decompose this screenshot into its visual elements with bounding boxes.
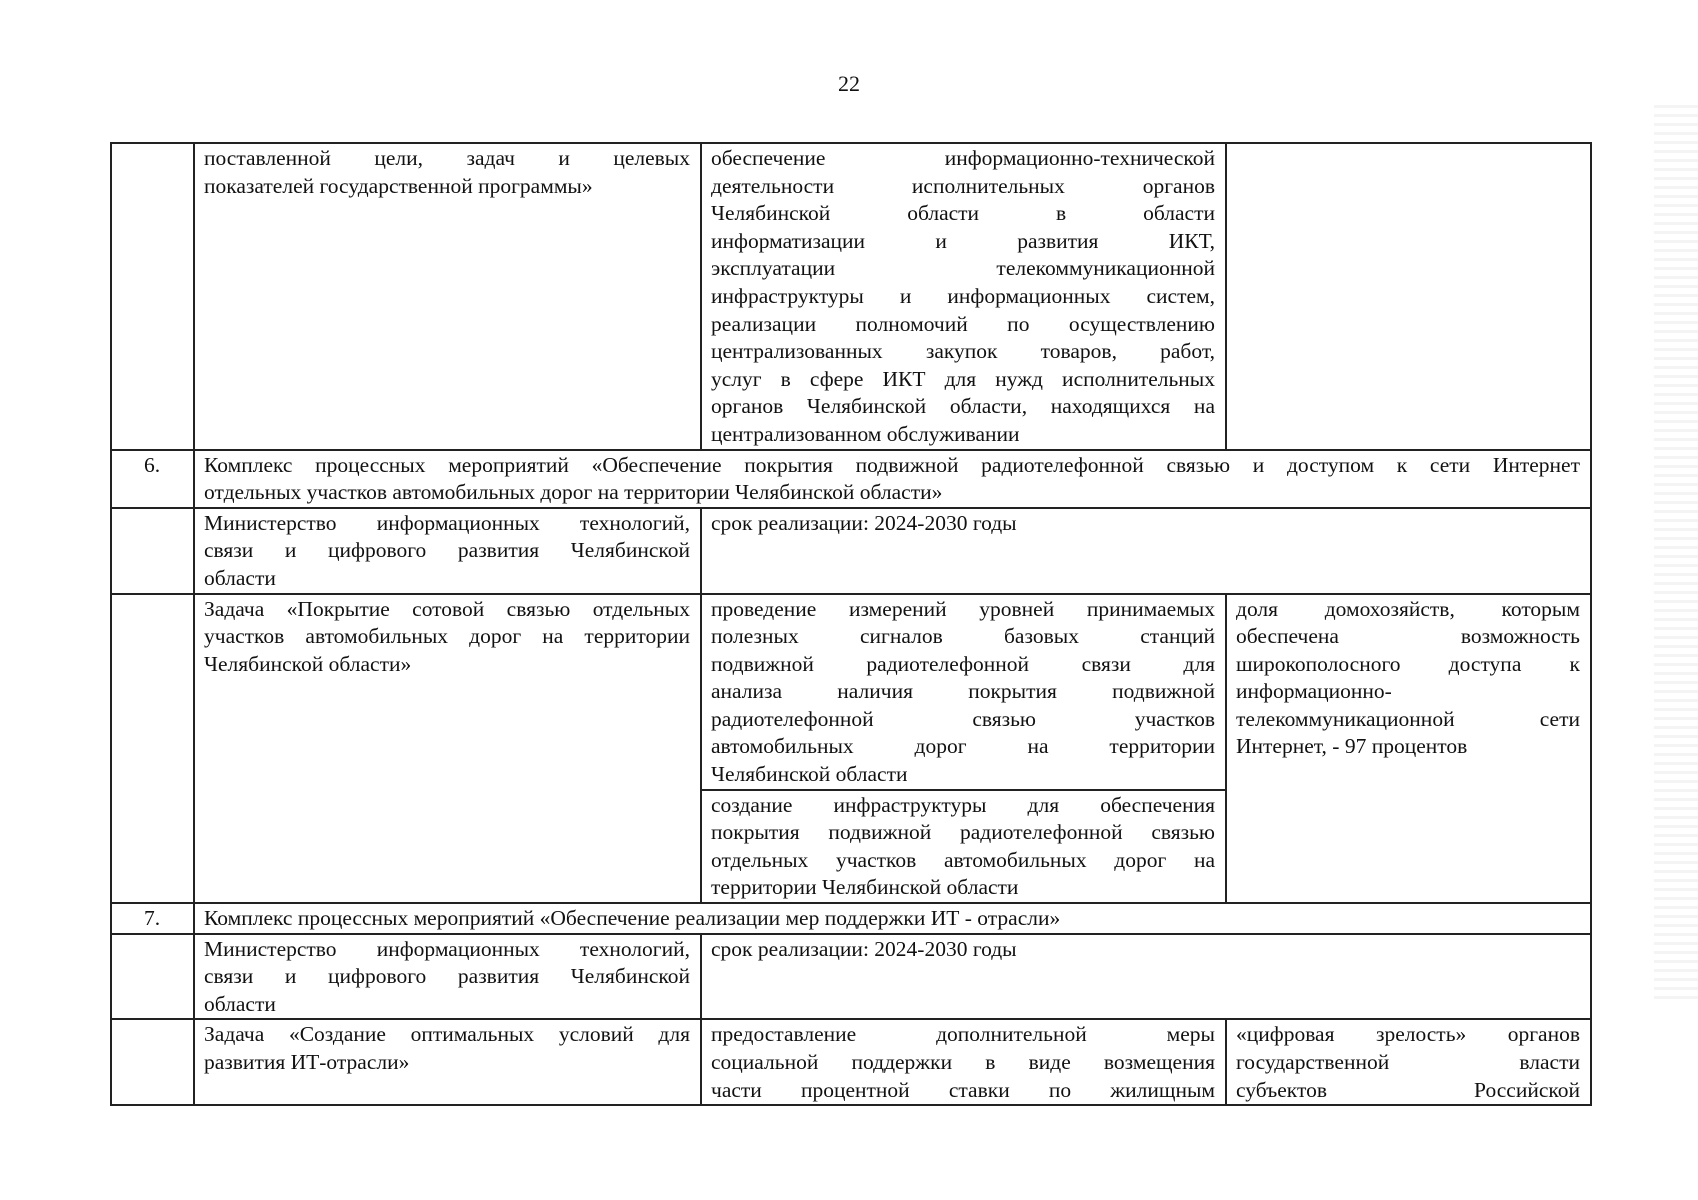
indicator-cell bbox=[1226, 143, 1591, 450]
scan-edge-noise bbox=[1654, 105, 1698, 1005]
table-row bbox=[111, 143, 1591, 450]
text-line: полезных сигналов базовых станций bbox=[711, 624, 1215, 649]
row-number-cell bbox=[111, 508, 194, 594]
text-line: доля домохозяйств, которым bbox=[1236, 596, 1580, 621]
indicator-cell bbox=[1226, 594, 1591, 904]
text-line: информатизации и развития ИКТ, bbox=[711, 228, 1215, 253]
text-line: Задача «Покрытие сотовой связью отдельных bbox=[204, 596, 690, 621]
responsible-cell bbox=[194, 934, 701, 1020]
text-line: срок реализации: 2024-2030 годы bbox=[711, 510, 1017, 535]
page-number: 22 bbox=[838, 71, 860, 96]
text-line: обеспечение информационно-технической bbox=[711, 146, 1215, 170]
table-row bbox=[111, 903, 1591, 934]
text-line: централизованном обслуживании bbox=[711, 421, 1020, 446]
text-line: эксплуатации телекоммуникационной bbox=[711, 256, 1215, 281]
text-line: развития ИТ-отрасли» bbox=[204, 1050, 410, 1074]
text-line: анализа наличия покрытия подвижной bbox=[711, 679, 1215, 704]
row-number-cell: 7. bbox=[111, 903, 194, 934]
text-line: подвижной радиотелефонной связи для bbox=[711, 651, 1215, 676]
row-number-cell bbox=[111, 1019, 194, 1105]
row-number-cell: 6. bbox=[111, 450, 194, 508]
table-row bbox=[111, 934, 1591, 1020]
text-line: поставленной цели, задач и целевых bbox=[204, 146, 690, 170]
text-line: централизованных закупок товаров, работ, bbox=[711, 339, 1215, 364]
term-cell bbox=[701, 934, 1591, 1020]
text-line: обеспечена возможность bbox=[1236, 624, 1580, 649]
text-line: органов Челябинской области, находящихся на bbox=[711, 394, 1215, 419]
text-line: государственной власти bbox=[1236, 1050, 1580, 1074]
section-heading-cell bbox=[194, 903, 1591, 934]
measure-cell bbox=[701, 1019, 1226, 1105]
text-line: инфраструктуры и информационных систем, bbox=[711, 283, 1215, 308]
task-cell bbox=[194, 1019, 701, 1105]
task-cell bbox=[194, 143, 701, 450]
program-table bbox=[110, 142, 1592, 1106]
text-line: создание инфраструктуры для обеспечения bbox=[711, 792, 1215, 817]
row-number-cell bbox=[111, 143, 194, 450]
text-line: Министерство информационных технологий, bbox=[204, 936, 690, 961]
text-line: отдельных участков автомобильных дорог на территории Челябинской области» bbox=[204, 480, 943, 505]
measure-cell bbox=[701, 594, 1226, 790]
text-line: Интернет, - 97 процентов bbox=[1236, 734, 1468, 759]
text-line: Задача «Создание оптимальных условий для bbox=[204, 1022, 690, 1047]
text-line: телекоммуникационной сети bbox=[1236, 706, 1580, 731]
text-line: реализации полномочий по осуществлению bbox=[711, 311, 1215, 336]
text-line: покрытия подвижной радиотелефонной связью bbox=[711, 820, 1215, 845]
text-line: Комплекс процессных мероприятий «Обеспечение реализации мер поддержки ИТ - отрасли» bbox=[204, 906, 1061, 931]
text-line: широкополосного доступа к bbox=[1236, 651, 1580, 676]
text-line: территории Челябинской области bbox=[711, 875, 1019, 900]
text-line: деятельности исполнительных органов bbox=[711, 173, 1215, 198]
measure-cell bbox=[701, 143, 1226, 450]
text-line: предоставление дополнительной меры bbox=[711, 1022, 1215, 1047]
measure-cell bbox=[701, 790, 1226, 903]
term-cell bbox=[701, 508, 1591, 594]
text-line: связи и цифрового развития Челябинской bbox=[204, 964, 690, 989]
table-row bbox=[111, 594, 1591, 790]
text-line: Комплекс процессных мероприятий «Обеспечение покрытия подвижной радиотелефонной связью и доступом к сети Интернет bbox=[204, 452, 1580, 477]
task-cell bbox=[194, 594, 701, 904]
responsible-cell bbox=[194, 508, 701, 594]
text-line: радиотелефонной связью участков bbox=[711, 706, 1215, 731]
text-line: отдельных участков автомобильных дорог на bbox=[711, 847, 1215, 872]
text-line: Челябинской области в области bbox=[711, 201, 1215, 226]
table-row bbox=[111, 1019, 1591, 1105]
text-line: области bbox=[204, 991, 276, 1016]
row-number-cell bbox=[111, 934, 194, 1020]
text-line: Челябинской области bbox=[711, 762, 908, 787]
text-line: информационно- bbox=[1236, 679, 1392, 704]
table-row bbox=[111, 450, 1591, 508]
text-line: области bbox=[204, 565, 276, 590]
row-number-cell bbox=[111, 594, 194, 904]
text-line: Министерство информационных технологий, bbox=[204, 510, 690, 535]
text-line: автомобильных дорог на территории bbox=[711, 734, 1215, 759]
text-line: субъектов Российской bbox=[1236, 1077, 1580, 1102]
text-line: срок реализации: 2024-2030 годы bbox=[711, 936, 1017, 961]
text-line: «цифровая зрелость» органов bbox=[1236, 1022, 1580, 1047]
text-line: услуг в сфере ИКТ для нужд исполнительных bbox=[711, 366, 1215, 391]
text-line: социальной поддержки в виде возмещения bbox=[711, 1050, 1215, 1074]
text-line: части процентной ставки по жилищным bbox=[711, 1077, 1215, 1102]
indicator-cell bbox=[1226, 1019, 1591, 1105]
text-line: показателей государственной программы» bbox=[204, 173, 593, 198]
table-row bbox=[111, 508, 1591, 594]
text-line: связи и цифрового развития Челябинской bbox=[204, 538, 690, 563]
section-heading-cell bbox=[194, 450, 1591, 508]
text-line: Челябинской области» bbox=[204, 651, 412, 676]
text-line: участков автомобильных дорог на территории bbox=[204, 624, 690, 649]
text-line: проведение измерений уровней принимаемых bbox=[711, 596, 1215, 621]
